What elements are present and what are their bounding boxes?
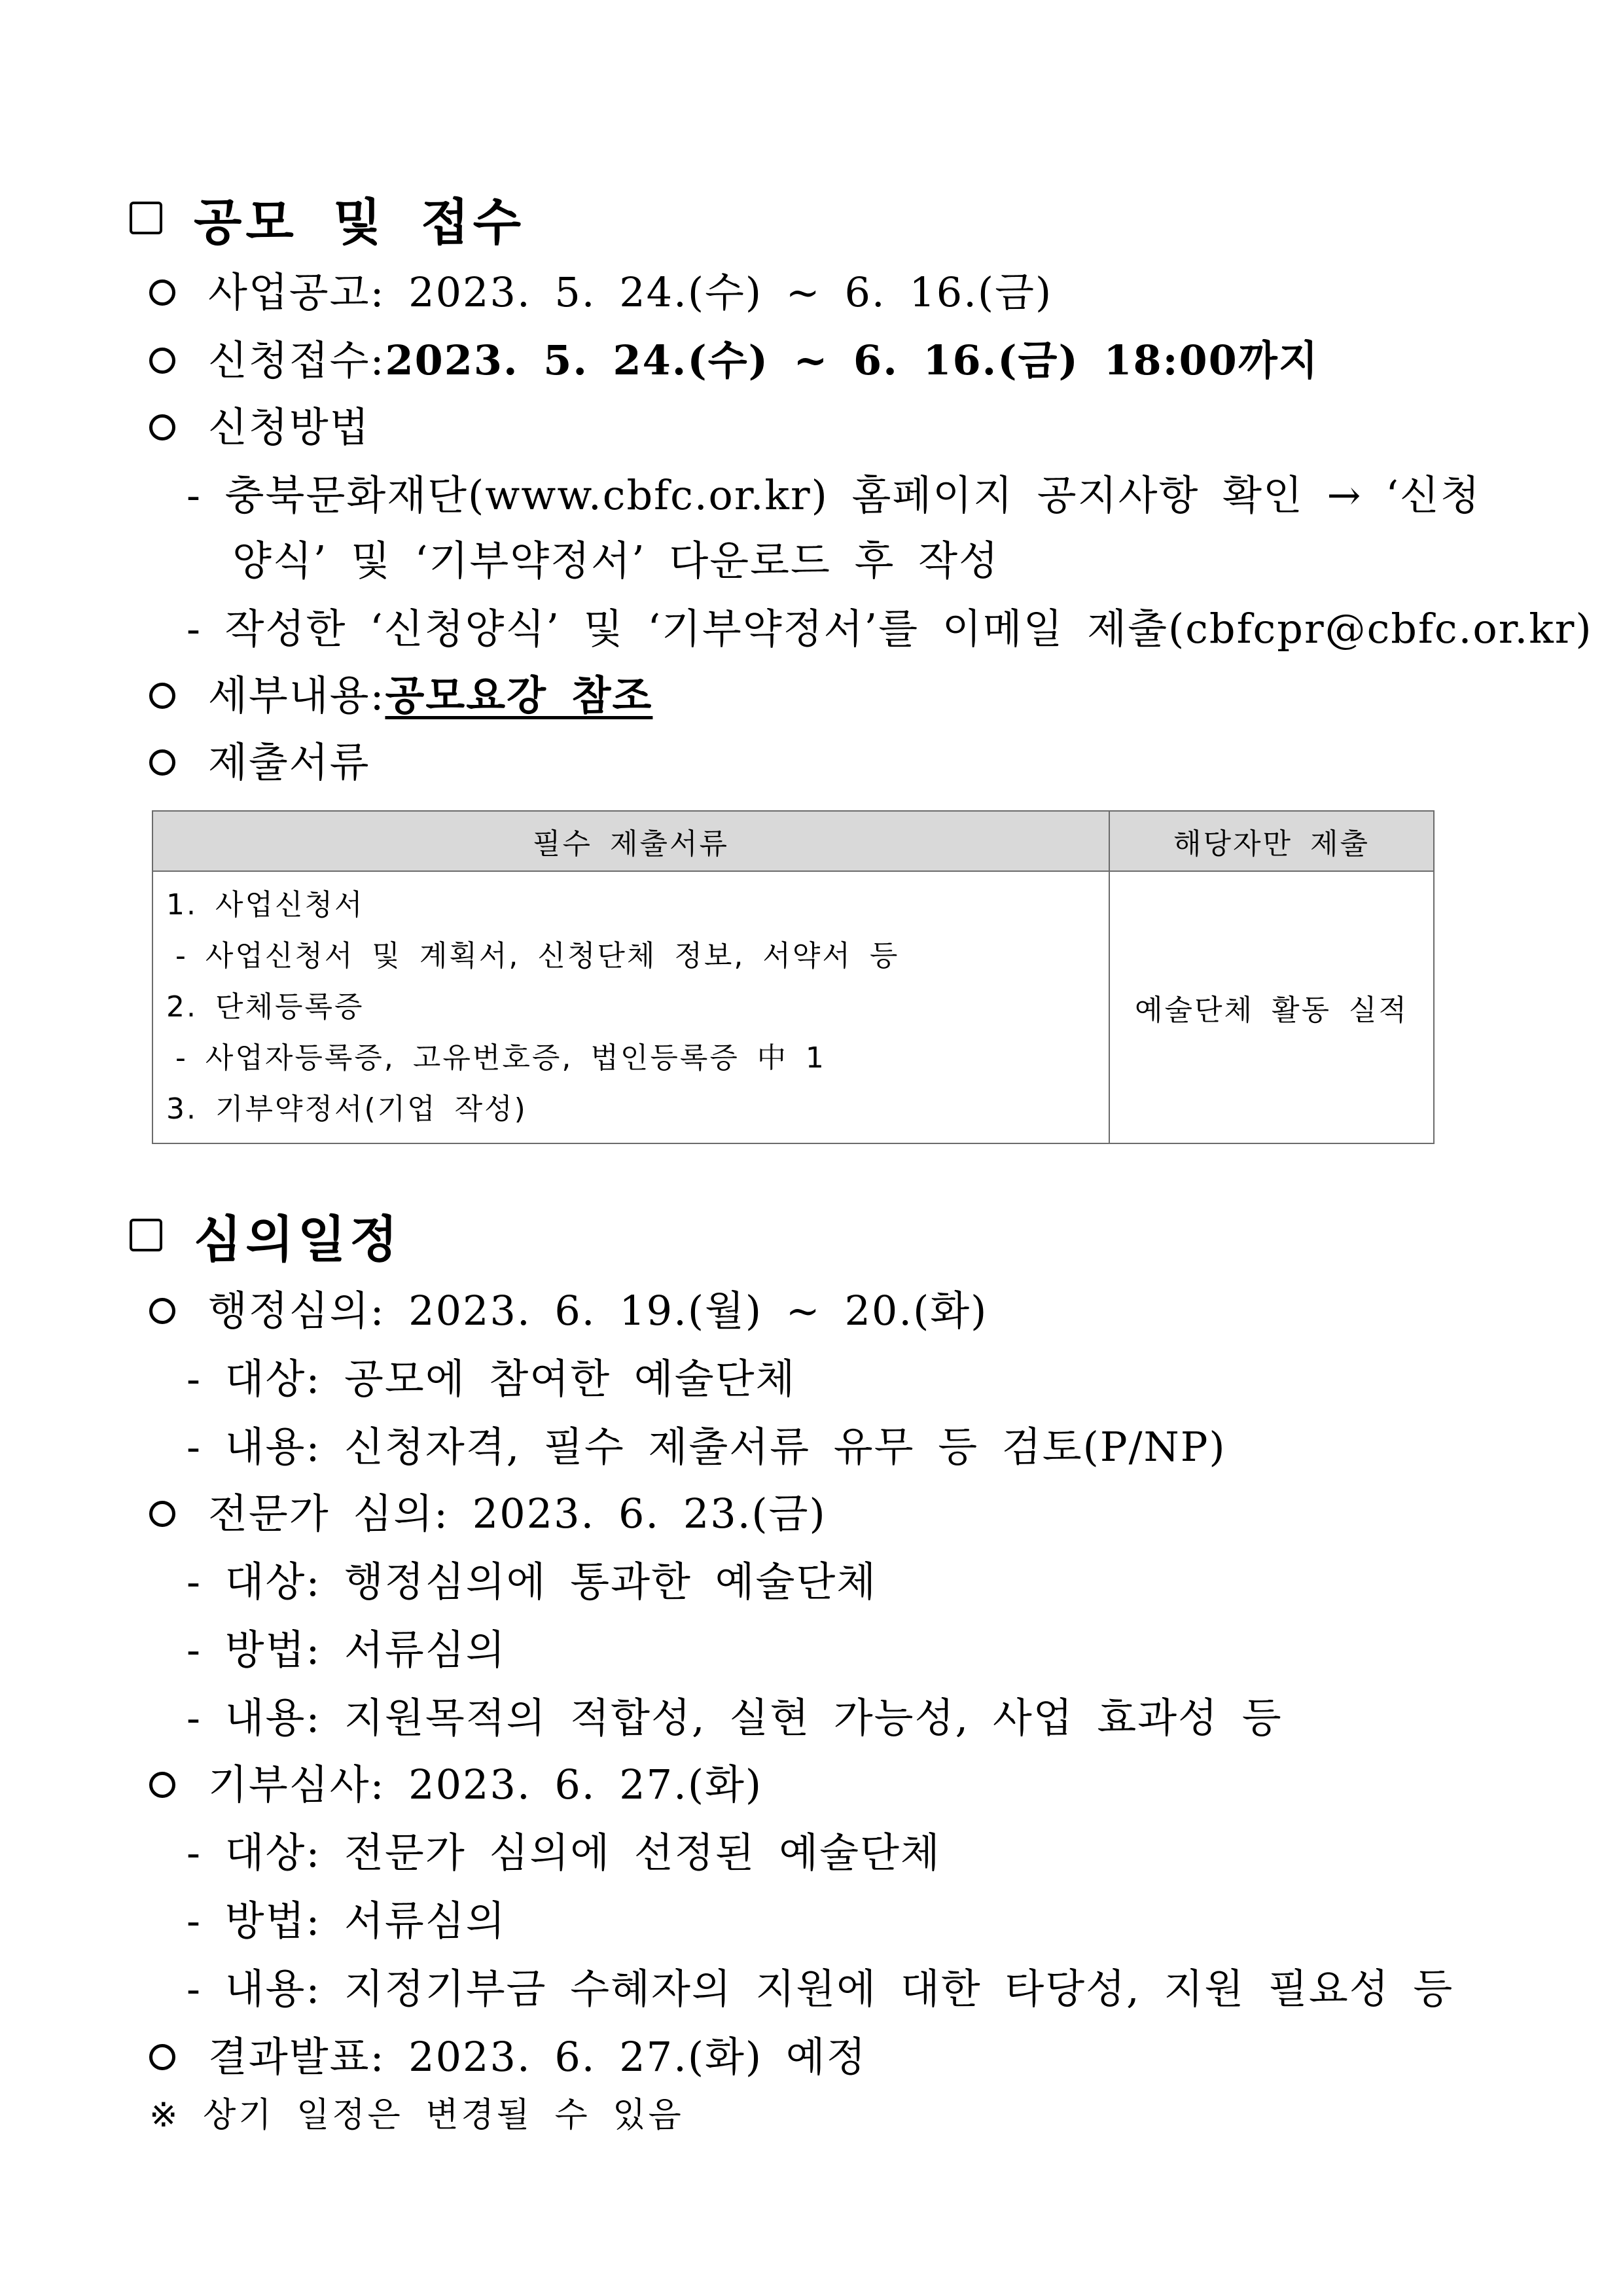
- circle-bullet-icon: [149, 1772, 175, 1798]
- section-heading-application: 공모 및 접수: [130, 182, 525, 254]
- circle-bullet-icon: [149, 749, 175, 776]
- required-doc-subitem: - 사업신청서 및 계획서, 신청단체 정보, 서약서 등: [175, 939, 900, 973]
- admin-review-content: - 내용: 신청자격, 필수 제출서류 유무 등 검토(P/NP): [187, 1423, 1226, 1471]
- header-optional-docs: 해당자만 제출: [1109, 811, 1434, 871]
- circle-bullet-icon: [149, 683, 175, 709]
- checkbox-square-icon: [130, 1219, 162, 1251]
- circle-bullet-icon: [149, 2044, 175, 2070]
- bullet-announcement: 사업공고: 2023. 5. 24.(수) ~ 6. 16.(금): [149, 263, 1052, 322]
- circle-bullet-icon: [149, 414, 175, 440]
- required-doc-item: 2. 단체등록증: [166, 990, 365, 1024]
- schedule-change-note: ※ 상기 일정은 변경될 수 있음: [149, 2096, 684, 2135]
- circle-bullet-icon: [149, 348, 175, 374]
- documents-table: [152, 810, 1435, 1144]
- bullet-admin-review: 행정심의: 2023. 6. 19.(월) ~ 20.(화): [149, 1282, 988, 1340]
- optional-docs-cell: 예술단체 활동 실적: [1109, 871, 1434, 1143]
- bullet-result-announcement: 결과발표: 2023. 6. 27.(화) 예정: [149, 2028, 867, 2087]
- donation-review-content: - 내용: 지정기부금 수혜자의 지원에 대한 타당성, 지원 필요성 등: [187, 1965, 1454, 2013]
- bullet-expert-review: 전문가 심의: 2023. 6. 23.(금): [149, 1484, 827, 1543]
- section-heading-review: 심의일정: [130, 1199, 402, 1271]
- required-doc-subitem: - 사업자등록증, 고유번호증, 법인등록증 中 1: [175, 1041, 826, 1075]
- circle-bullet-icon: [149, 1501, 175, 1527]
- donation-review-method: - 방법: 서류심의: [187, 1897, 507, 1945]
- method-step-2: - 작성한 ‘신청양식’ 및 ‘기부약정서’를 이메일 제출(cbfcpr@cbfc.or.kr): [187, 605, 1593, 653]
- bullet-application-period: 신청접수: 2023. 5. 24.(수) ~ 6. 16.(금) 18:00까지: [149, 331, 1319, 390]
- expert-review-target: - 대상: 행정심의에 통과한 예술단체: [187, 1558, 878, 1605]
- required-doc-item: 1. 사업신청서: [166, 888, 365, 922]
- expert-review-method: - 방법: 서류심의: [187, 1626, 507, 1674]
- circle-bullet-icon: [149, 279, 175, 306]
- expert-review-content: - 내용: 지원목적의 적합성, 실현 가능성, 사업 효과성 등: [187, 1694, 1283, 1742]
- circle-bullet-icon: [149, 1298, 175, 1324]
- required-docs-cell: [152, 871, 1109, 1143]
- bullet-application-method: 신청방법: [149, 398, 370, 457]
- bullet-documents: 제출서류: [149, 733, 370, 792]
- method-step-1: - 충북문화재단(www.cbfc.or.kr) 홈페이지 공지사항 확인 → ‘신청: [187, 471, 1481, 519]
- admin-review-target: - 대상: 공모에 참여한 예술단체: [187, 1355, 796, 1403]
- required-doc-item: 3. 기부약정서(기업 작성): [166, 1092, 527, 1126]
- bullet-donation-review: 기부심사: 2023. 6. 27.(화): [149, 1755, 762, 1814]
- header-required-docs: 필수 제출서류: [152, 811, 1109, 871]
- donation-review-target: - 대상: 전문가 심의에 선정된 예술단체: [187, 1829, 941, 1876]
- checkbox-square-icon: [130, 202, 162, 234]
- method-step-1-continued: 양식’ 및 ‘기부약정서’ 다운로드 후 작성: [232, 537, 1000, 584]
- bullet-details: 세부내용: 공모요강 참조: [149, 666, 652, 725]
